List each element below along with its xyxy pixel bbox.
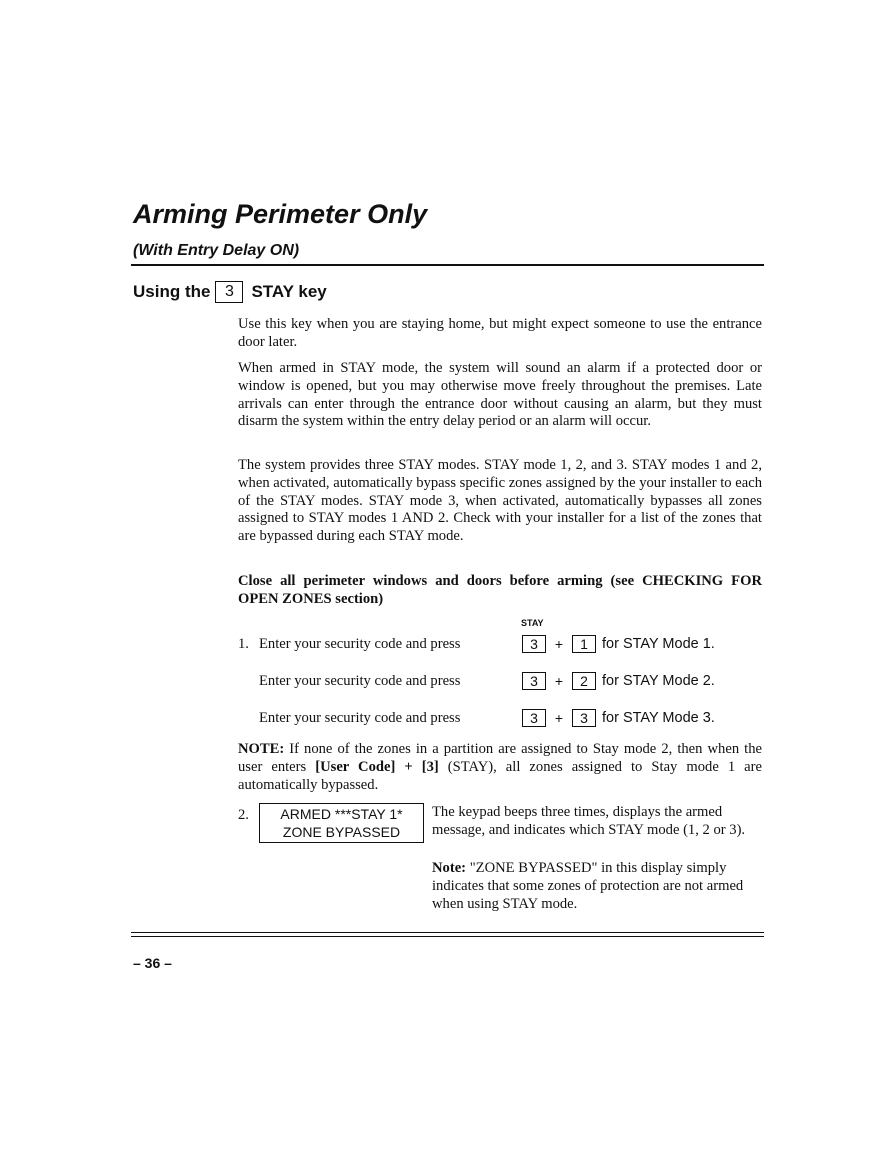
step-2-description: The keypad beeps three times, displays the armed message, and indicates which STAY mode (1, 2 or 3). [432, 804, 746, 838]
step-number: 1. [238, 635, 249, 652]
step-text: Enter your security code and press [259, 709, 461, 726]
key-2-icon: 2 [572, 672, 596, 690]
step-2-note [432, 860, 752, 913]
step-2-note-text: "ZONE BYPASSED" in this display simply indicates that some zones of protection are not armed when using STAY mode. [432, 860, 744, 912]
key-3-icon: 3 [522, 709, 546, 727]
stay-key-icon: 3 [215, 281, 243, 303]
footer-divider [131, 932, 764, 937]
keypad-display [259, 803, 424, 843]
note-block [238, 741, 762, 794]
page-title: Arming Perimeter Only [133, 199, 428, 229]
step-mode: for STAY Mode 3. [602, 710, 715, 726]
paragraph-intro: Use this key when you are staying home, but might expect someone to use the entrance door later. [238, 316, 762, 350]
note-label: NOTE: [238, 741, 285, 757]
plus-sign: + [554, 673, 564, 689]
header-divider [131, 264, 764, 266]
key-3-icon: 3 [522, 635, 546, 653]
step-mode: for STAY Mode 2. [602, 673, 715, 689]
plus-sign: + [554, 636, 564, 652]
key-3-icon: 3 [522, 672, 546, 690]
key-1-icon: 1 [572, 635, 596, 653]
note-user-code: [User Code] + [3] [315, 758, 439, 775]
plus-sign: + [554, 710, 564, 726]
step-row [238, 634, 758, 654]
display-line-1: ARMED ***STAY 1* [280, 806, 403, 822]
page-subtitle: (With Entry Delay ON) [133, 242, 300, 259]
section-heading-suffix: STAY key [251, 282, 327, 301]
stay-key-label: STAY [521, 618, 544, 628]
note-text-1: If none of the zones in a partition are assigned to Stay mode 2, then when the user enters [238, 741, 762, 775]
paragraph-stay-mode: When armed in STAY mode, the system will sound an alarm if a protected door or window is opened, but you may otherwise move freely throughout the premises. Late arrivals can enter through the entrance door without causing an alarm, but they must disarm the system within the entry delay period or an alarm will occur. [238, 360, 762, 430]
step-text: Enter your security code and press [259, 635, 461, 652]
section-heading [133, 281, 327, 303]
step-text: Enter your security code and press [259, 672, 461, 689]
step-2-number: 2. [238, 807, 249, 823]
note-text-2: (STAY), all zones assigned to Stay mode 1 are automatically bypassed. [238, 758, 762, 793]
page-number: – 36 – [133, 955, 172, 971]
display-line-2: ZONE BYPASSED [282, 823, 401, 840]
section-heading-prefix: Using the [133, 282, 211, 301]
step-row [238, 671, 758, 691]
step-row [238, 708, 758, 728]
key-3-icon: 3 [572, 709, 596, 727]
step-2-note-label: Note: [432, 860, 467, 876]
paragraph-stay-modes: The system provides three STAY modes. STAY mode 1, 2, and 3. STAY modes 1 and 2, when activated, automatically bypass specific zones assigned by the your installer to each of the STAY modes. STAY mode 3, when activated, automatically bypasses all zones assigned to STAY modes 1 AND 2. Check with your installer for a list of the zones that are bypassed during each STAY mode. [238, 457, 762, 545]
step-mode: for STAY Mode 1. [602, 636, 715, 652]
paragraph-warning: Close all perimeter windows and doors before arming (see CHECKING FOR OPEN ZONES section) [238, 573, 762, 607]
